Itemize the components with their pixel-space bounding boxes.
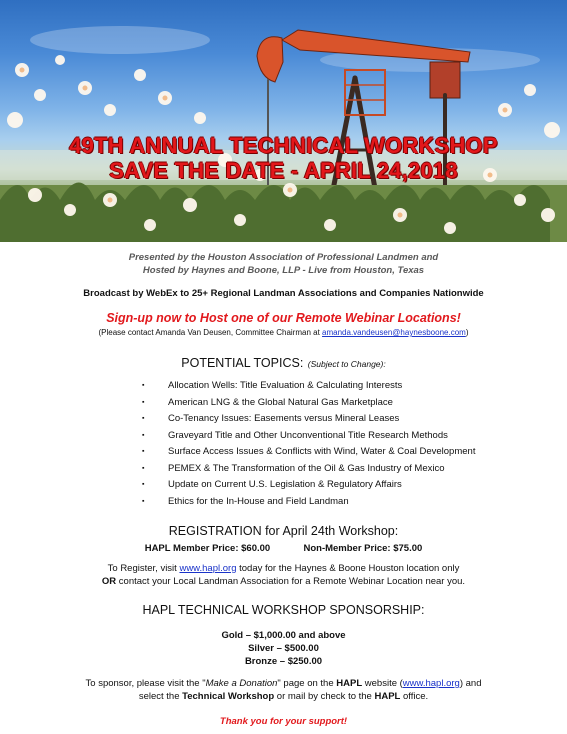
sponsor-text: office. bbox=[400, 691, 429, 702]
hapl-text: HAPL bbox=[336, 678, 363, 689]
sponsor-line-2 bbox=[0, 691, 567, 702]
signup-callout: Sign-up now to Host one of our Remote Webinar Locations! bbox=[106, 311, 461, 325]
silver-tier: Silver – $500.00 bbox=[248, 643, 319, 654]
or-line bbox=[0, 576, 567, 587]
save-the-date-title: SAVE THE DATE - APRIL 24,2018 bbox=[109, 158, 458, 183]
registration-heading: REGISTRATION for April 24th Workshop: bbox=[168, 524, 399, 538]
topic-item bbox=[142, 395, 475, 412]
hero-banner bbox=[0, 0, 567, 242]
contact-line bbox=[0, 328, 567, 337]
topic-item bbox=[142, 461, 475, 478]
hapl-website-link[interactable]: www.hapl.org bbox=[402, 678, 460, 689]
register-line bbox=[0, 563, 567, 574]
topic-item bbox=[142, 411, 475, 428]
sponsorship-heading: HAPL TECHNICAL WORKSHOP SPONSORSHIP: bbox=[142, 603, 425, 617]
sponsor-text: ) and bbox=[459, 678, 482, 689]
topic-item bbox=[142, 444, 475, 461]
topic-text: Graveyard Title and Other Unconventional Title Research Methods bbox=[168, 429, 448, 441]
contact-suffix: ) bbox=[465, 328, 469, 337]
bronze-tier: Bronze – $250.00 bbox=[244, 656, 323, 667]
topic-text: Surface Access Issues & Conflicts with Wind, Water & Coal Development bbox=[168, 446, 476, 457]
topic-text: Allocation Wells: Title Evaluation & Calculating Interests bbox=[168, 380, 403, 391]
bullet-icon: ▪ bbox=[142, 398, 145, 406]
bullet-icon: ▪ bbox=[142, 431, 145, 439]
bullet-icon: ▪ bbox=[142, 481, 145, 488]
hosted-by-text: Hosted by Haynes and Boone, LLP - Live from Houston, Texas bbox=[142, 265, 425, 276]
gold-tier: Gold – $1,000.00 and above bbox=[221, 630, 346, 641]
topics-heading: POTENTIAL TOPICS: bbox=[181, 356, 304, 370]
bullet-icon: ▪ bbox=[142, 497, 145, 505]
contact-prefix: (Please contact Amanda Van Deusen, Committee Chairman at bbox=[98, 328, 323, 337]
topic-item bbox=[142, 494, 475, 511]
or-word: OR bbox=[101, 576, 117, 587]
hapl-text: HAPL bbox=[374, 691, 401, 702]
topic-text: Co-Tenancy Issues: Easements versus Mineral Leases bbox=[168, 413, 400, 424]
topics-subnote: (Subject to Change): bbox=[307, 359, 386, 369]
topic-text: Ethics for the In-House and Field Landman bbox=[168, 495, 349, 507]
bullet-icon: ▪ bbox=[142, 448, 145, 455]
oil-pumpjack-field-image bbox=[0, 0, 567, 242]
sponsor-text: website ( bbox=[362, 678, 403, 689]
nonmember-price: Non-Member Price: $75.00 bbox=[303, 543, 423, 554]
make-donation-text: Make a Donation bbox=[205, 678, 278, 689]
topic-text: American LNG & the Global Natural Gas Marketplace bbox=[168, 396, 393, 408]
register-suffix: today for the Haynes & Boone Houston location only bbox=[236, 563, 460, 574]
broadcast-text: Broadcast by WebEx to 25+ Regional Landman Associations and Companies Nationwide bbox=[83, 288, 484, 299]
workshop-title: 49TH ANNUAL TECHNICAL WORKSHOP bbox=[69, 133, 498, 158]
bullet-icon: ▪ bbox=[142, 382, 145, 389]
topic-item bbox=[142, 477, 475, 494]
sponsor-text: " page on the bbox=[277, 678, 337, 689]
sponsor-line-1 bbox=[0, 678, 567, 689]
topics-heading-line bbox=[0, 354, 567, 372]
topic-item bbox=[142, 378, 475, 395]
sponsor-text: or mail by check to the bbox=[274, 691, 375, 702]
presented-by-text: Presented by the Houston Association of Professional Landmen and bbox=[128, 252, 439, 263]
register-prefix: To Register, visit bbox=[107, 563, 180, 574]
topic-text: PEMEX & The Transformation of the Oil & Gas Industry of Mexico bbox=[168, 462, 445, 474]
topics-list bbox=[142, 378, 475, 510]
topic-item bbox=[142, 428, 475, 445]
or-text: contact your Local Landman Association for a Remote Webinar Location near you. bbox=[116, 576, 466, 587]
thank-you-text: Thank you for your support! bbox=[219, 716, 348, 727]
contact-email-link[interactable]: amanda.vandeusen@haynesboone.com bbox=[322, 328, 466, 337]
technical-workshop-text: Technical Workshop bbox=[182, 691, 275, 702]
member-price: HAPL Member Price: $60.00 bbox=[144, 543, 271, 554]
price-line bbox=[0, 543, 567, 554]
topic-text: Update on Current U.S. Legislation & Regulatory Affairs bbox=[168, 479, 402, 490]
bullet-icon: ▪ bbox=[142, 464, 145, 472]
bullet-icon: ▪ bbox=[142, 415, 145, 422]
sponsor-text: To sponsor, please visit the " bbox=[85, 678, 206, 689]
sponsor-text: select the bbox=[138, 691, 183, 702]
hapl-link[interactable]: www.hapl.org bbox=[179, 563, 237, 574]
